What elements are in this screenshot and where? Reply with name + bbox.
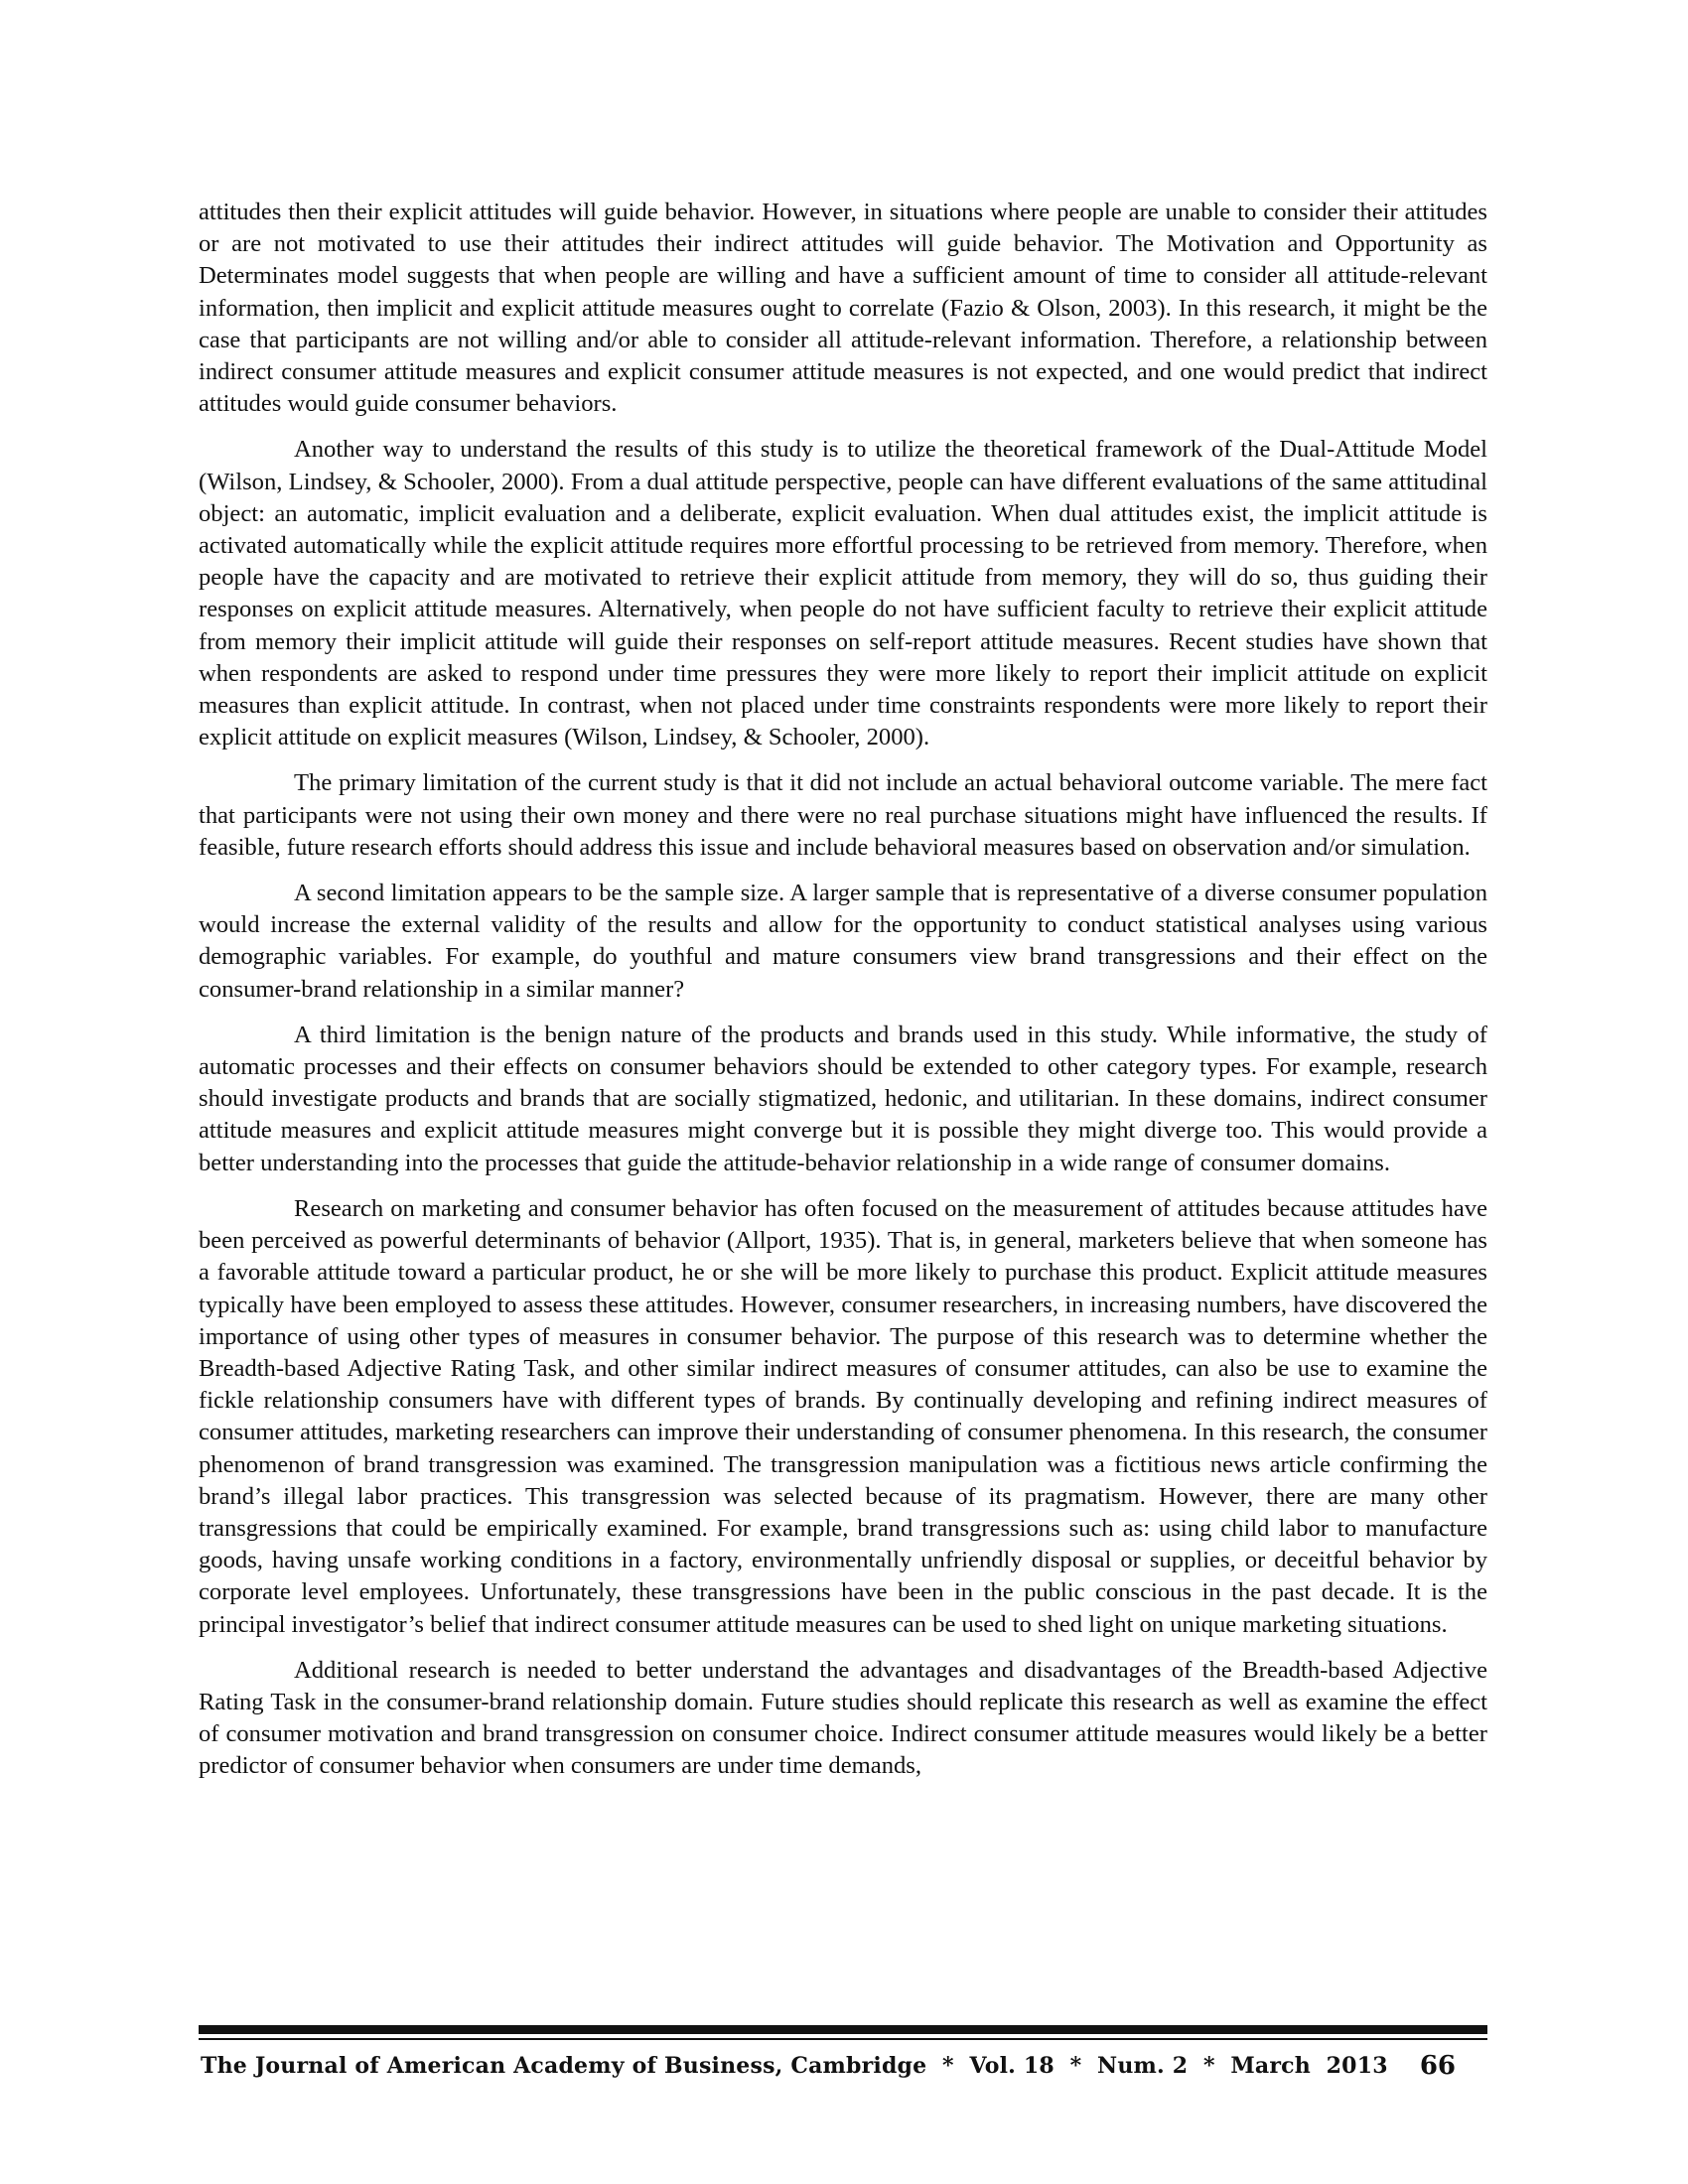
paragraph-third-limitation: A third limitation is the benign nature of the products and brands used in this study. While informative, the study of automatic processes and their effects on consumer behaviors should be extended to other category types. For example, research should investigate products and brands that are socially stigmatized, hedonic, and utilitarian. In these domains, indirect consumer attitude measures and explicit attitude measures might converge but it is possible they might diverge too. This would provide a better understanding into the processes that guide the attitude-behavior relationship in a wide range of consumer domains. [199,1021,1487,1176]
journal-citation: The Journal of American Academy of Business, Cambridge * Vol. 18 * Num. 2 * March 2013 [201,2053,1388,2079]
footer-rule-thick [199,2025,1487,2034]
page-footer [201,2051,1456,2091]
paragraph-research-summary: Research on marketing and consumer behavior has often focused on the measurement of attitudes because attitudes have been perceived as powerful determinants of behavior (Allport, 1935). That is, in general, marketers believe that when someone has a favorable attitude toward a particular product, he or she will be more likely to purchase this product. Explicit attitude measures typically have been employed to assess these attitudes. However, consumer researchers, in increasing numbers, have discovered the importance of using other types of measures in consumer behavior. The purpose of this research was to determine whether the Breadth-based Adjective Rating Task, and other similar indirect measures of consumer attitudes, can also be use to examine the fickle relationship consumers have with different types of brands. By continually developing and refining indirect measures of consumer attitudes, marketing researchers can improve their understanding of consumer phenomena. In this research, the consumer phenomenon of brand transgression was examined. The transgression manipulation was a fictitious news article confirming the brand’s illegal labor practices. This transgression was selected because of its pragmatism. However, there are many other transgressions that could be empirically examined. For example, brand transgressions such as: using child labor to manufacture goods, having unsafe working conditions in a factory, environmentally unfriendly disposal or supplies, or deceitful behavior by corporate level employees. Unfortunately, these transgressions have been in the public conscious in the past decade. It is the principal investigator’s belief that indirect consumer attitude measures can be used to shed light on unique marketing situations. [199,1194,1487,1638]
article-body [199,197,1487,1797]
paragraph-continuation: attitudes then their explicit attitudes will guide behavior. However, in situations where people are unable to consider their attitudes or are not motivated to use their attitudes their indirect attitudes will guide behavior. The Motivation and Opportunity as Determinates model suggests that when people are willing and have a sufficient amount of time to consider all attitude-relevant information, then implicit and explicit attitude measures ought to correlate (Fazio & Olson, 2003). In this research, it might be the case that participants are not willing and/or able to consider all attitude-relevant information. Therefore, a relationship between indirect consumer attitude measures and explicit consumer attitude measures is not expected, and one would predict that indirect attitudes would guide consumer behaviors. [199,199,1487,418]
footer-rule-thin [199,2038,1487,2040]
paragraph-primary-limitation: The primary limitation of the current study is that it did not include an actual behavioral outcome variable. The mere fact that participants were not using their own money and there were no real purchase situations might have influenced the results. If feasible, future research efforts should address this issue and include behavioral measures based on observation and/or simulation. [199,769,1487,861]
paragraph-second-limitation: A second limitation appears to be the sample size. A larger sample that is representative of a diverse consumer population would increase the external validity of the results and allow for the opportunity to conduct statistical analyses using various demographic variables. For example, do youthful and mature consumers view brand transgressions and their effect on the consumer-brand relationship in a similar manner? [199,880,1487,1003]
paragraph-dual-attitude-model: Another way to understand the results of this study is to utilize the theoretical framework of the Dual-Attitude Model (Wilson, Lindsey, & Schooler, 2000). From a dual attitude perspective, people can have different evaluations of the same attitudinal object: an automatic, implicit evaluation and a deliberate, explicit evaluation. When dual attitudes exist, the implicit attitude is activated automatically while the explicit attitude requires more effortful processing to be retrieved from memory. Therefore, when people have the capacity and are motivated to retrieve their explicit attitude from memory, they will do so, thus guiding their responses on explicit attitude measures. Alternatively, when people do not have sufficient faculty to retrieve their explicit attitude from memory their implicit attitude will guide their responses on self-report attitude measures. Recent studies have shown that when respondents are asked to respond under time pressures they were more likely to report their implicit attitude on explicit measures than explicit attitude. In contrast, when not placed under time constraints respondents were more likely to report their explicit attitude on explicit measures (Wilson, Lindsey, & Schooler, 2000). [199,436,1487,751]
paragraph-additional-research: Additional research is needed to better understand the advantages and disadvantages of the Breadth-based Adjective Rating Task in the consumer-brand relationship domain. Future studies should replicate this research as well as examine the effect of consumer motivation and brand transgression on consumer choice. Indirect consumer attitude measures would likely be a better predictor of consumer behavior when consumers are under time demands, [199,1656,1487,1780]
page-number: 66 [1419,2051,1456,2081]
